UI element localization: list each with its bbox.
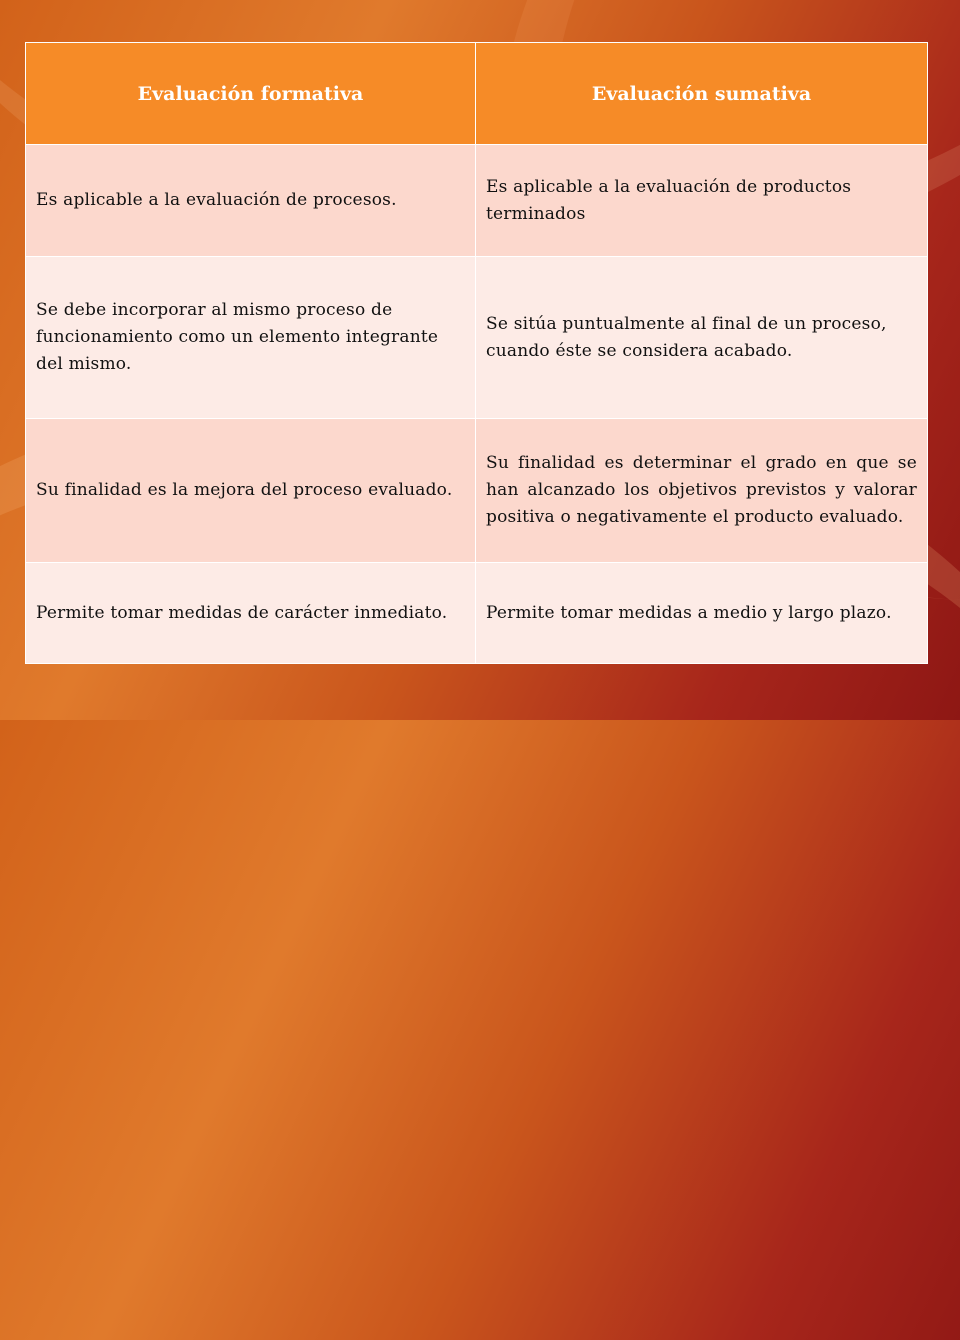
- comparison-table: [25, 42, 928, 664]
- header-formativa: Evaluación formativa: [26, 43, 476, 145]
- comparison-table-container: [25, 42, 927, 663]
- table-cell-formativa: Es aplicable a la evaluación de procesos.: [26, 145, 476, 257]
- header-sumativa: Evaluación sumativa: [476, 43, 928, 145]
- table-header-row: [26, 43, 928, 145]
- table-row: [26, 257, 928, 419]
- table-cell-sumativa: Su finalidad es determinar el grado en que se han alcanzado los objetivos previstos y valorar positiva o negativamente el producto evaluado.: [476, 419, 928, 563]
- table-cell-sumativa: Se sitúa puntualmente al final de un proceso, cuando éste se considera acabado.: [476, 257, 928, 419]
- table-cell-sumativa: Es aplicable a la evaluación de productos terminados: [476, 145, 928, 257]
- table-row: [26, 419, 928, 563]
- table-cell-formativa: Su finalidad es la mejora del proceso evaluado.: [26, 419, 476, 563]
- table-cell-formativa: Se debe incorporar al mismo proceso de funcionamiento como un elemento integrante del mismo.: [26, 257, 476, 419]
- table-cell-sumativa: Permite tomar medidas a medio y largo plazo.: [476, 563, 928, 664]
- table-row: [26, 145, 928, 257]
- table-row: [26, 563, 928, 664]
- table-cell-formativa: Permite tomar medidas de carácter inmediato.: [26, 563, 476, 664]
